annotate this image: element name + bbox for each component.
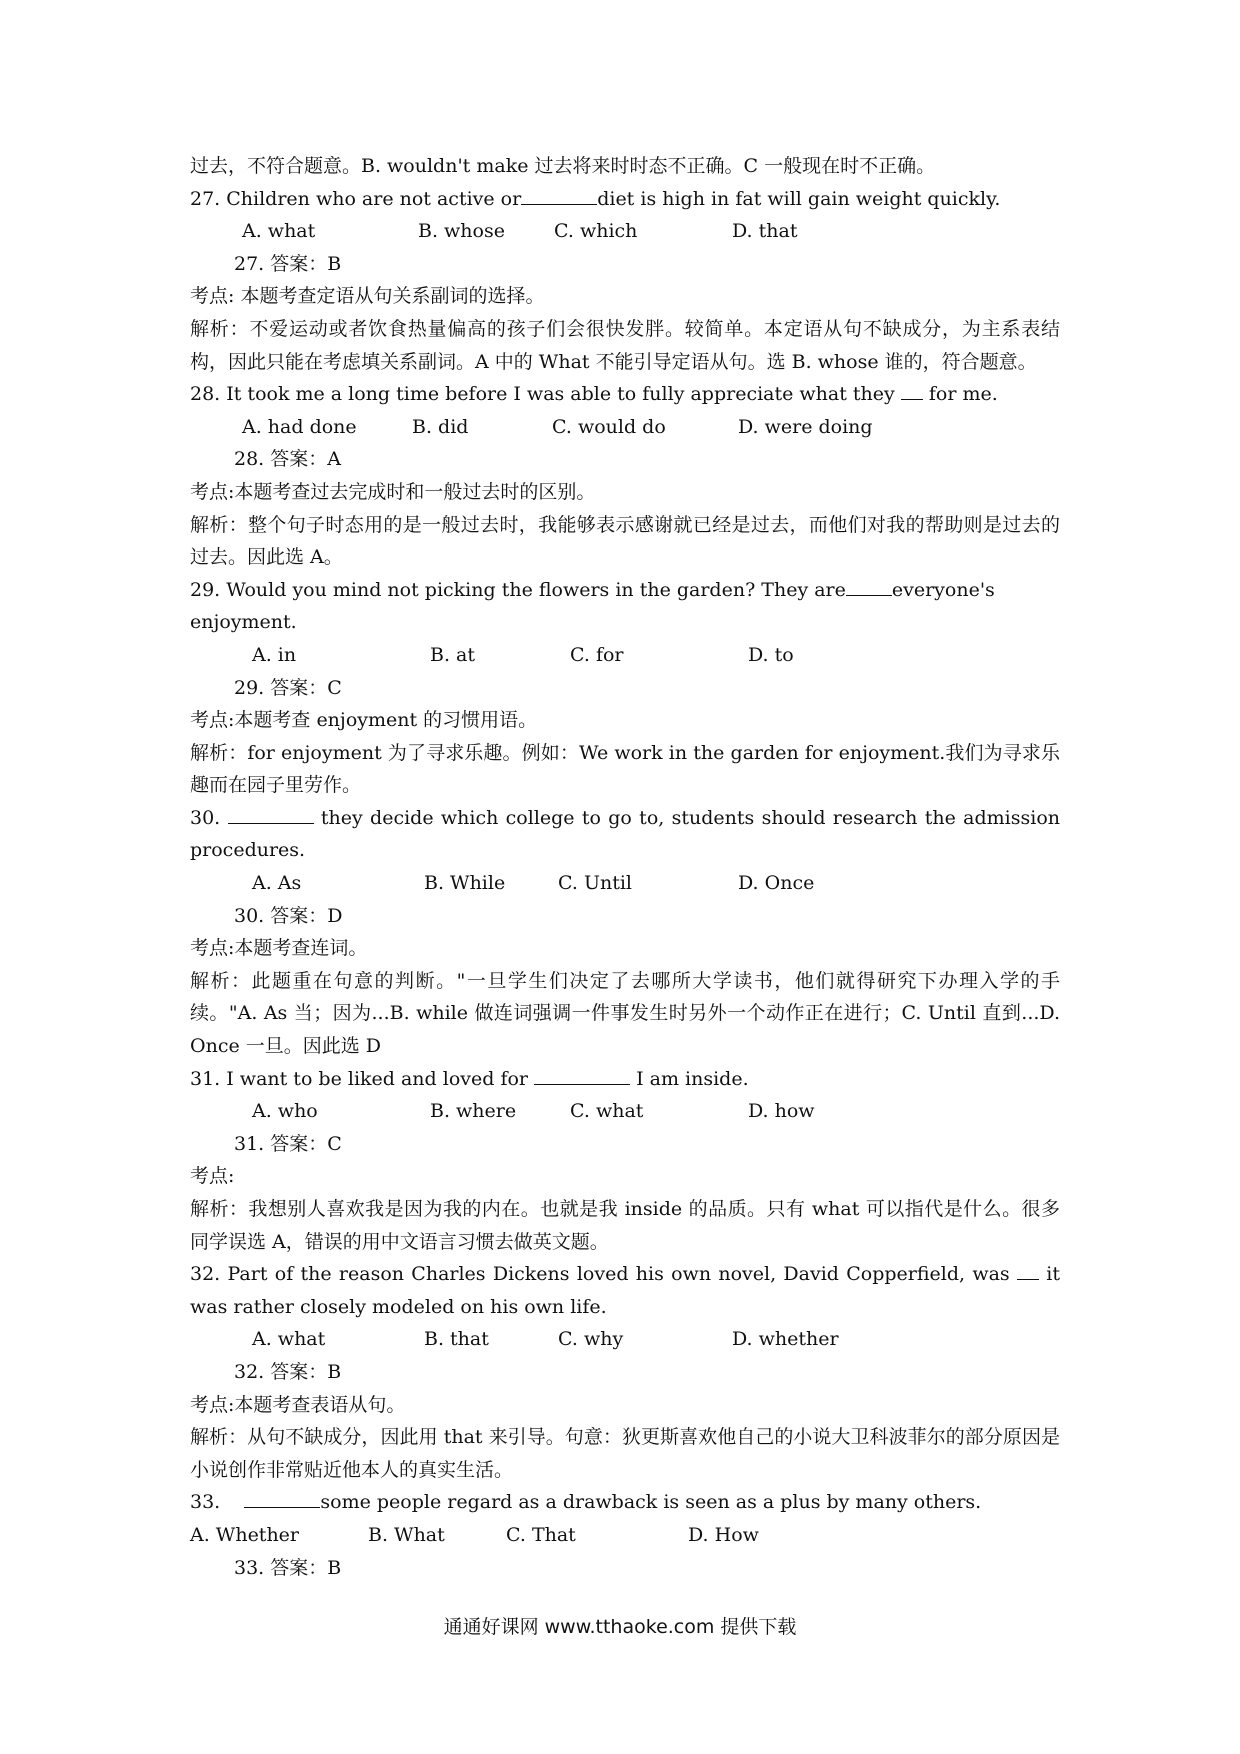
- option-c: C. why: [558, 1328, 624, 1351]
- options-row: [190, 215, 1060, 248]
- question-30: [190, 802, 1060, 1063]
- option-b: B. What: [368, 1523, 445, 1546]
- option-c: C. That: [506, 1523, 576, 1546]
- answer-line: 28. 答案：A: [234, 448, 341, 471]
- option-a: A. what: [242, 220, 316, 243]
- answer-blank: [228, 805, 314, 824]
- option-b: B. whose: [418, 220, 505, 243]
- option-d: D. How: [688, 1523, 759, 1546]
- answer-blank: [534, 1066, 630, 1085]
- option-a: A. in: [252, 643, 297, 666]
- option-b: B. where: [430, 1100, 517, 1123]
- question-stem: 28. It took me a long time before I was able to fully appreciate what they for me.: [190, 383, 998, 406]
- answer-blank: [1017, 1261, 1039, 1280]
- question-32: [190, 1258, 1060, 1486]
- question-stem: 30. they decide which college to go to, students should research the admission procedures.: [190, 806, 1061, 862]
- option-a: A. had done: [242, 415, 357, 438]
- option-b: B. at: [430, 643, 476, 666]
- exam-point: 考点:: [190, 1165, 235, 1188]
- question-stem: 33. some people regard as a drawback is seen as a plus by many others.: [190, 1491, 982, 1514]
- options-row: [190, 867, 1060, 900]
- question-stem: 27. Children who are not active or diet is high in fat will gain weight quickly.: [190, 187, 1001, 210]
- option-a: A. what: [252, 1328, 326, 1351]
- option-c: C. what: [570, 1100, 644, 1123]
- option-a: A. who: [252, 1100, 318, 1123]
- option-b: B. While: [424, 872, 506, 895]
- option-d: D. that: [732, 220, 798, 243]
- answer-line: 27. 答案：B: [234, 252, 342, 275]
- answer-line: 33. 答案：B: [234, 1556, 342, 1579]
- answer-line: 30. 答案：D: [234, 904, 343, 927]
- question-stem: 31. I want to be liked and loved for I am inside.: [190, 1067, 749, 1090]
- option-c: C. for: [570, 643, 624, 666]
- option-c: C. Until: [558, 872, 632, 895]
- question-stem: 29. Would you mind not picking the flowers in the garden? They are everyone's enjoyment.: [190, 578, 995, 634]
- exam-point: 考点:本题考查过去完成时和一般过去时的区别。: [190, 480, 596, 503]
- question-stem: 32. Part of the reason Charles Dickens loved his own novel, David Copperfield, was it was rather closely modeled on his own life.: [190, 1263, 1060, 1318]
- options-row: [190, 411, 1060, 444]
- question-28: [190, 378, 1060, 574]
- question-29: [190, 574, 1060, 802]
- exam-point: 考点:本题考查表语从句。: [190, 1393, 406, 1416]
- analysis-text: 解析：整个句子时态用的是一般过去时，我能够表示感谢就已经是过去，而他们对我的帮助则是过去的过去。因此选 A。: [190, 513, 1060, 569]
- analysis-text: 解析：从句不缺成分，因此用 that 来引导。句意：狄更斯喜欢他自己的小说大卫科波菲尔的部分原因是小说创作非常贴近他本人的真实生活。: [190, 1426, 1060, 1481]
- answer-blank: [244, 1489, 320, 1508]
- question-33: [190, 1486, 1060, 1584]
- answer-line: 32. 答案：B: [234, 1360, 342, 1383]
- analysis-text: 解析：for enjoyment 为了寻求乐趣。例如：We work in the garden for enjoyment.我们为寻求乐趣而在园子里劳作。: [190, 741, 1060, 797]
- document-body: [190, 150, 1060, 1584]
- intro-line: 过去，不符合题意。B. wouldn't make 过去将来时时态不正确。C 一般现在时不正确。: [190, 155, 936, 177]
- options-row: [190, 639, 1060, 672]
- options-row: [190, 1519, 1060, 1552]
- option-d: D. to: [748, 643, 794, 666]
- answer-line: 31. 答案：C: [234, 1132, 342, 1155]
- options-row: [190, 1095, 1060, 1128]
- option-d: D. how: [748, 1100, 815, 1123]
- answer-line: 29. 答案：C: [234, 676, 342, 699]
- answer-blank: [521, 186, 597, 205]
- option-b: B. did: [412, 415, 469, 438]
- exam-point: 考点:本题考查 enjoyment 的习惯用语。: [190, 709, 538, 732]
- analysis-text: 解析：不爱运动或者饮食热量偏高的孩子们会很快发胖。较简单。本定语从句不缺成分，为主系表结构，因此只能在考虑填关系副词。A 中的 What 不能引导定语从句。选 B. whose 谁的，符合题意。: [190, 317, 1060, 373]
- page-footer: 通通好课网 www.tthaoke.com 提供下载: [443, 1616, 797, 1638]
- answer-blank: [846, 577, 892, 596]
- answer-blank: [901, 381, 923, 400]
- analysis-text: 解析：此题重在句意的判断。"一旦学生们决定了去哪所大学读书，他们就得研究下办理入学的手续。"A. As 当；因为...B. while 做连词强调一件事发生时另外一个动作正在进行；C. Until 直到...D. Once 一旦。因此选 D: [190, 969, 1060, 1058]
- analysis-text: 解析：我想别人喜欢我是因为我的内在。也就是我 inside 的品质。只有 what 可以指代是什么。很多同学误选 A，错误的用中文语言习惯去做英文题。: [190, 1198, 1060, 1253]
- question-27: [190, 183, 1060, 379]
- exam-point: 考点: 本题考查定语从句关系副词的选择。: [190, 285, 545, 308]
- exam-point: 考点:本题考查连词。: [190, 937, 368, 960]
- option-a: A. Whether: [190, 1523, 300, 1546]
- question-31: [190, 1063, 1060, 1259]
- option-a: A. As: [252, 872, 302, 895]
- option-c: C. which: [554, 220, 638, 243]
- option-d: D. were doing: [738, 415, 873, 438]
- option-d: D. Once: [738, 872, 815, 895]
- option-d: D. whether: [732, 1328, 839, 1351]
- option-b: B. that: [424, 1328, 489, 1351]
- option-c: C. would do: [552, 415, 666, 438]
- options-row: [190, 1323, 1060, 1356]
